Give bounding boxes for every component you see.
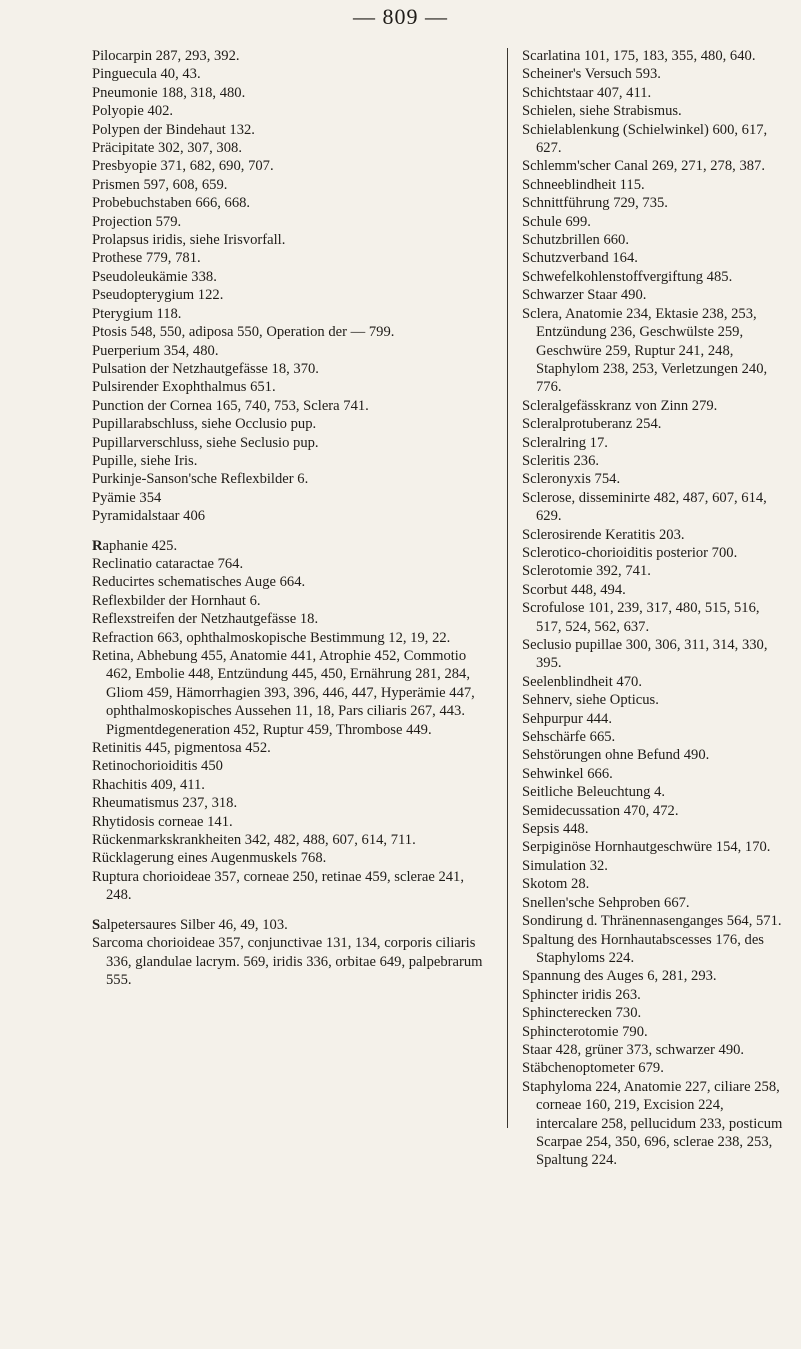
index-entry: Retinitis 445, pigmentosa 452.: [92, 740, 271, 757]
index-entry: Pupille, siehe Iris.: [92, 452, 198, 469]
index-entry: Sondirung d. Thränennasenganges 564, 571.: [522, 913, 782, 930]
index-entry: Reflexbilder der Hornhaut 6.: [92, 592, 261, 609]
column-divider: [507, 48, 508, 1128]
index-entry: Rhytidosis corneae 141.: [92, 813, 233, 830]
index-entry: Sclerotico-chorioiditis posterior 700.: [522, 544, 738, 561]
index-entry: Pulsirender Exophthalmus 651.: [92, 379, 276, 396]
index-entry: Sehwinkel 666.: [522, 765, 613, 782]
index-entry: Reclinatio cataractae 764.: [92, 555, 244, 572]
index-entry: Prolapsus iridis, siehe Irisvorfall.: [92, 232, 286, 249]
index-entry: Schichtstaar 407, 411.: [522, 84, 652, 101]
index-entry: Scorbut 448, 494.: [522, 581, 626, 598]
index-entry: Seitliche Beleuchtung 4.: [522, 784, 666, 801]
index-entry: Rücklagerung eines Augenmuskels 768.: [92, 850, 327, 867]
index-entry: Sarcoma chorioideae 357, conjunctivae 131, 134, corporis ciliaris 336, glandulae lacrym. 569, iridis 336, orbitae 649, palpebrarum 555.: [92, 935, 483, 988]
index-entry: Scarlatina 101, 175, 183, 355, 480, 640.: [522, 48, 756, 64]
index-entry: Scleralgefässkranz von Zinn 279.: [522, 397, 718, 414]
index-entry: Schwarzer Staar 490.: [522, 287, 647, 304]
index-entry: Pilocarpin 287, 293, 392.: [92, 48, 240, 64]
index-entry: Pneumonie 188, 318, 480.: [92, 84, 246, 101]
index-entry: Präcipitate 302, 307, 308.: [92, 140, 242, 157]
index-entry: Rückenmarkskrankheiten 342, 482, 488, 607, 614, 711.: [92, 832, 416, 849]
index-entry: Rheumatismus 237, 318.: [92, 795, 238, 812]
index-entry: Sclerosirende Keratitis 203.: [522, 526, 685, 543]
index-entry: Stäbchenoptometer 679.: [522, 1060, 664, 1077]
index-entry: Staphyloma 224, Anatomie 227, ciliare 258, corneae 160, 219, Excision 224, intercalare 258, pellucidum 233, posticum Scarpae 254, 350, 696, sclerae 238, 253, Spaltung 224.: [522, 1078, 783, 1169]
index-entry: Rhachitis 409, 411.: [92, 776, 205, 793]
index-entry: Scleronyxis 754.: [522, 471, 621, 488]
index-entry: Sclera, Anatomie 234, Ektasie 238, 253, Entzündung 236, Geschwülste 259, Geschwüre 259, Ruptur 241, 248, Staphylom 238, 253, Verletzungen 240, 776.: [522, 305, 768, 396]
index-entry: Sepsis 448.: [522, 821, 589, 838]
index-entry: Sehpurpur 444.: [522, 710, 612, 727]
index-entry-rest: aphanie 425.: [102, 537, 178, 554]
index-entry: Prismen 597, 608, 659.: [92, 176, 228, 193]
index-entry: Schneeblindheit 115.: [522, 176, 645, 193]
index-entry: Scleralprotuberanz 254.: [522, 416, 662, 433]
index-entry: Pyramidalstaar 406: [92, 508, 206, 525]
index-entry: Ptosis 548, 550, adiposa 550, Operation der — 799.: [92, 324, 395, 341]
index-entry: Prothese 779, 781.: [92, 250, 201, 267]
index-entry: Spaltung des Hornhautabscesses 176, des Staphyloms 224.: [522, 931, 764, 966]
index-entry: Ruptura chorioideae 357, corneae 250, retinae 459, sclerae 241, 248.: [92, 868, 464, 904]
index-entry: Seclusio pupillae 300, 306, 311, 314, 330, 395.: [522, 637, 768, 672]
index-entry: Punction der Cornea 165, 740, 753, Sclera 741.: [92, 397, 369, 414]
index-entry: Scleritis 236.: [522, 452, 600, 469]
index-entry: Sehnerv, siehe Opticus.: [522, 692, 659, 709]
index-entry: Sehstörungen ohne Befund 490.: [522, 747, 710, 764]
index-entry: Snellen'sche Sehproben 667.: [522, 894, 690, 911]
index-entry: Probebuchstaben 666, 668.: [92, 195, 251, 212]
index-entry: Semidecussation 470, 472.: [522, 802, 679, 819]
index-entry: Pseudopterygium 122.: [92, 287, 224, 304]
index-entry: Schule 699.: [522, 213, 591, 230]
index-entry: Presbyopie 371, 682, 690, 707.: [92, 158, 274, 175]
index-entry: Simulation 32.: [522, 857, 608, 874]
index-entry: Purkinje-Sanson'sche Reflexbilder 6.: [92, 471, 309, 488]
index-entry: [92, 537, 484, 555]
index-entry: Polyopie 402.: [92, 103, 174, 120]
page-number: — 809 —: [353, 4, 448, 29]
index-entry: Reducirtes schematisches Auge 664.: [92, 574, 306, 591]
index-entry: Seelenblindheit 470.: [522, 673, 642, 690]
index-entry: Sehschärfe 665.: [522, 729, 616, 746]
index-entry: Scheiner's Versuch 593.: [522, 66, 661, 83]
index-entry: Spannung des Auges 6, 281, 293.: [522, 968, 717, 985]
index-entry: Pulsation der Netzhautgefässe 18, 370.: [92, 360, 319, 377]
index-entry-initial: S: [92, 916, 101, 933]
index-entry: Schwefelkohlenstoffvergiftung 485.: [522, 268, 733, 285]
index-entry: Schielablenkung (Schielwinkel) 600, 617, 627.: [522, 121, 768, 157]
index-entry: Puerperium 354, 480.: [92, 342, 219, 359]
index-entry: Schielen, siehe Strabismus.: [522, 103, 682, 120]
index-entry: Scrofulose 101, 239, 317, 480, 515, 516, 517, 524, 562, 637.: [522, 600, 760, 635]
index-entry: Schlemm'scher Canal 269, 271, 278, 387.: [522, 158, 765, 175]
index-entry: Sphincterotomie 790.: [522, 1023, 648, 1040]
index-column-left: [92, 47, 484, 989]
index-column-right: [522, 47, 784, 1170]
index-entry: Sphincterecken 730.: [522, 1005, 642, 1022]
index-entry: Pyämie 354: [92, 489, 162, 506]
index-entry-rest: alpetersaures Silber 46, 49, 103.: [100, 916, 288, 933]
index-entry: Schutzverband 164.: [522, 250, 638, 267]
index-entry: Schutzbrillen 660.: [522, 232, 630, 249]
index-entry: Refraction 663, ophthalmoskopische Bestimmung 12, 19, 22.: [92, 629, 451, 646]
index-entry: Pterygium 118.: [92, 305, 182, 322]
index-entry: Sclerose, disseminirte 482, 487, 607, 614, 629.: [522, 489, 767, 525]
index-entry: Pupillarabschluss, siehe Occlusio pup.: [92, 416, 317, 433]
index-entry: Pseudoleukämie 338.: [92, 268, 217, 285]
index-entry: Serpiginöse Hornhautgeschwüre 154, 170.: [522, 839, 771, 856]
index-entry: Scleralring 17.: [522, 434, 608, 451]
index-entry: Skotom 28.: [522, 876, 590, 893]
index-entry: Schnittführung 729, 735.: [522, 195, 668, 212]
index-entry: Sclerotomie 392, 741.: [522, 563, 651, 580]
index-entry-initial: R: [92, 537, 103, 554]
index-entry: Retinochorioiditis 450: [92, 758, 223, 775]
index-entry: Sphincter iridis 263.: [522, 986, 641, 1003]
index-entry: Polypen der Bindehaut 132.: [92, 121, 255, 138]
index-entry: Staar 428, grüner 373, schwarzer 490.: [522, 1041, 745, 1058]
index-entry: Pupillarverschluss, siehe Seclusio pup.: [92, 434, 319, 451]
index-entry: Retina, Abhebung 455, Anatomie 441, Atrophie 452, Commotio 462, Embolie 448, Entzündung 445, 450, Ernährung 281, 284, Gliom 459, Hämorrhagien 393, 396, 446, 447, Hyperämie 447, ophthalmoskopisches Aussehen 11, 18, Pars ciliaris 267, 443. Pigmentdegeneration 452, Ruptur 459, Thrombose 449.: [92, 648, 475, 738]
index-entry: Reflexstreifen der Netzhautgefässe 18.: [92, 611, 319, 628]
index-entry: Projection 579.: [92, 213, 182, 230]
index-entry: Pinguecula 40, 43.: [92, 66, 201, 83]
index-entry: [92, 916, 484, 934]
